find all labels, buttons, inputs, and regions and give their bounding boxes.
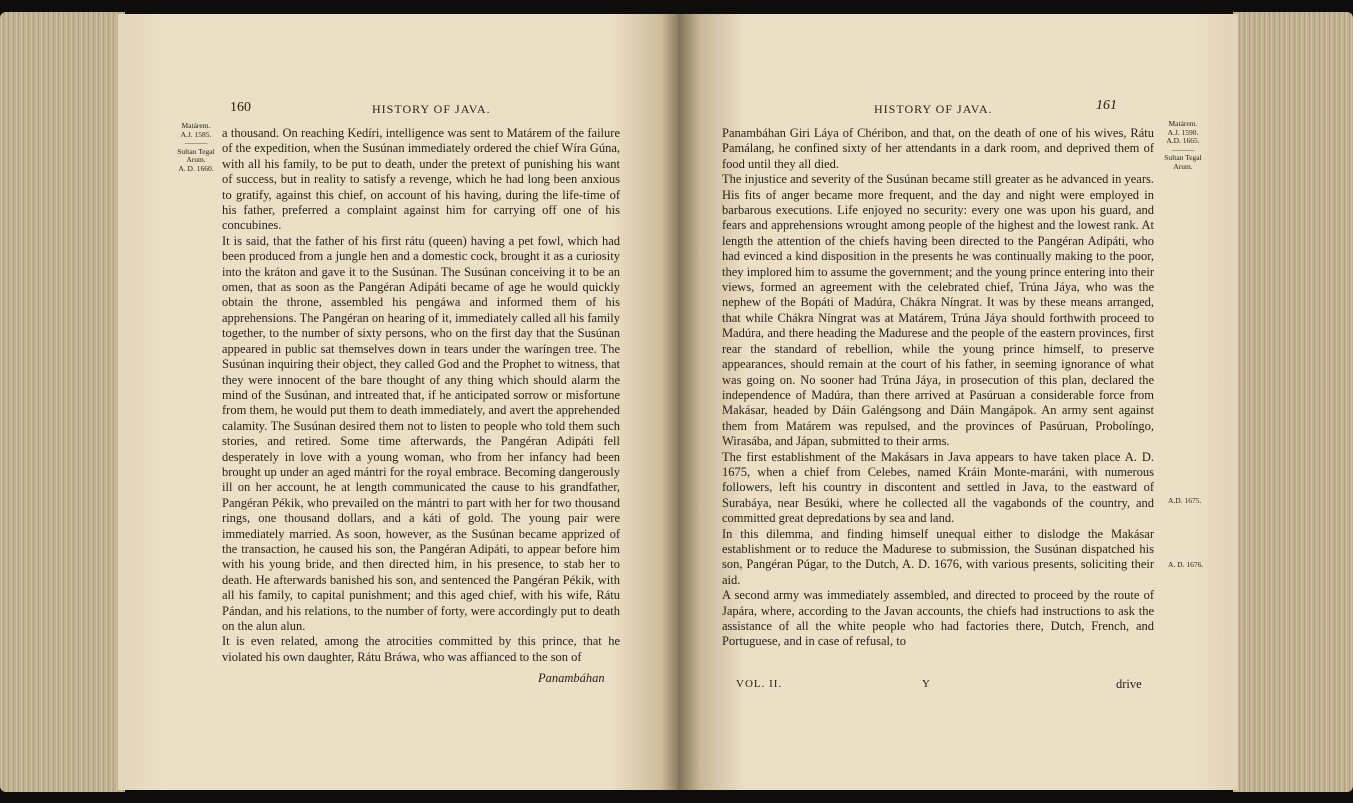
right-body-text: Panambáhan Giri Láya of Chéribon, and that, on the death of one of his wives, Rátu Pamálang, he confined sixty of her attendants in a dark room, and deprived them of food until they all died. The injustice and severity of the Susúnan became still greater as he advanced in years. His fits of anger became more frequent, and the day and night were employed in barbarous executions. Life enjoyed no security: every one was upon his guard, and fears and apprehensions wrought among people of the highest and the lowest rank. At length the attention of the chiefs having been directed to the Pangéran Adipáti, who had evinced a kind disposition in the presents he was continually making to the poor, they implored him to assume the government; and the young prince entering into their views, formed an agreement with the celebrated chief, Trúna Jáya, who was the nephew of the Bopáti of Madúra, Chákra Níngrat. It was by these means arranged, that while Chákra Níngrat was at Matárem, Trúna Jáya should forthwith proceed to Madúra, and there heading the Madurese and the people of the eastern provinces, first rear the standard of rebellion, while the young prince himself, to preserve appearances, should remain at the court of his father, in seeming ignorance of what was going on. No sooner had Trúna Jáya, in prosecution of this plan, declared the independence of Madúra, than there arrived at Pasúruan a considerable force from Makásar, headed by Dáin Galéngsong and Dáin Mangápok. An army sent against them from Matárem was repulsed, and the provinces of Pasúruan, Probolíngo, Wirasába, and Jápan, submitted to their arms. The first establishment of the Makásars in Java appears to have taken place A. D. 1675, when a chief from Celebes, named Kráin Monte-maráni, with numerous followers, left his country in discontent and settled in Java, to the eastward of Surabáya, near Besúki, where he collected all the vagabonds of the country, and committed great depredations by sea and land. In this dilemma, and finding himself unequal either to dislodge the Makásar establishment or to reduce the Madurese to submission, the Susúnan dispatched his son, Pangéran Púgar, to the Dutch, A. D. 1676, with various presents, soliciting their aid. A second army was immediately assembled, and directed to proceed by the route of Japára, where, according to the Javan accounts, the chiefs had instructions to ask the assistance of all the white people who had factories there, Dutch, French, and Portuguese, and in case of refusal, to — [722, 126, 1154, 649]
signature-mark: Y — [922, 678, 930, 690]
side-date-1676: A. D. 1676. — [1168, 560, 1204, 569]
left-running-head: HISTORY OF JAVA. — [372, 102, 491, 116]
left-page-stack — [0, 12, 125, 792]
side-date-1675: A.D. 1675. — [1168, 496, 1202, 505]
volume-mark: VOL. II. — [736, 678, 783, 690]
right-page-number: 161 — [1096, 98, 1117, 113]
right-margin-note: Matárem. A.J. 1590. A.D. 1665. ——— Sultan Tegal Arum. — [1164, 119, 1202, 171]
right-page-stack — [1233, 12, 1353, 792]
left-page — [118, 14, 678, 790]
left-body-text: a thousand. On reaching Kedíri, intelligence was sent to Matárem of the failure of the expedition, when the Susúnan immediately ordered the chief Wíra Gúna, with all his family, to be put to death, under the pretext of punishing his want of success, but in reality to satisfy a revenge, which he had long been anxious to gratify, against this chief, on account of his having, during the life-time of his father, preferred a complaint against him for carrying off one of his concubines. It is said, that the father of his first rátu (queen) having a pet fowl, which had been produced from a jungle hen and a domestic cock, brought it as a curiosity into the kráton and gave it to the Susúnan. The Susúnan conceiving it to be an omen, that as soon as the Pangéran Adipáti became of age he would quickly obtain the throne, assembled his pengáwa and informed them of his apprehensions. The Pangéran on hearing of it, immediately called all his family together, to the number of sixty persons, who on the first day that the Susúnan appeared in public sat themselves down in tears under the waríngen tree. The Susúnan inquiring their object, they called God and the Prophet to witness, that they were innocent of the bare thought of any thing which should alarm the mind of the Susúnan, and intreated that, if he anticipated sorrow or misfortune from them, he would put them to death immediately, and avert the apprehended calamity. The Susúnan desired them not to listen to people who told them such stories, and retired. Some time afterwards, the Pangéran Adipáti fell desperately in love with a young woman, who from her infancy had been brought up under an aged mántri for the royal embrace. Becoming dangerously ill on her account, he at length communicated the cause to his grandfather, Pangéran Pékik, who prevailed on the mántri to part with her for two thousand rings, one thousand dollars, and a káti of gold. The young pair were immediately married. As soon, however, as the Susúnan became apprized of the transaction, he caused his son, the Pangéran Adipáti, to appear before him with his young bride, and then directed him, in his presence, to stab her to death. He afterwards banished his son, and sentenced the Pangéran Pékik, with all his family, to capital punishment; and this aged chief, with his wife, Rátu Pándan, and his relations, to the number of forty, were accordingly put to death on the alun alun. It is even related, among the atrocities committed by this prince, that he violated his own daughter, Rátu Bráwa, who was affianced to the son of — [222, 126, 620, 664]
left-catchword: Panambáhan — [538, 671, 605, 685]
right-running-head: HISTORY OF JAVA. — [874, 102, 993, 116]
left-margin-note: Matárem. A.J. 1585. ——— Sultan Tegal Arum. A. D. 1660. — [177, 121, 215, 173]
left-page-number: 160 — [230, 100, 251, 115]
right-catchword: drive — [1116, 677, 1142, 691]
right-page — [678, 14, 1238, 790]
